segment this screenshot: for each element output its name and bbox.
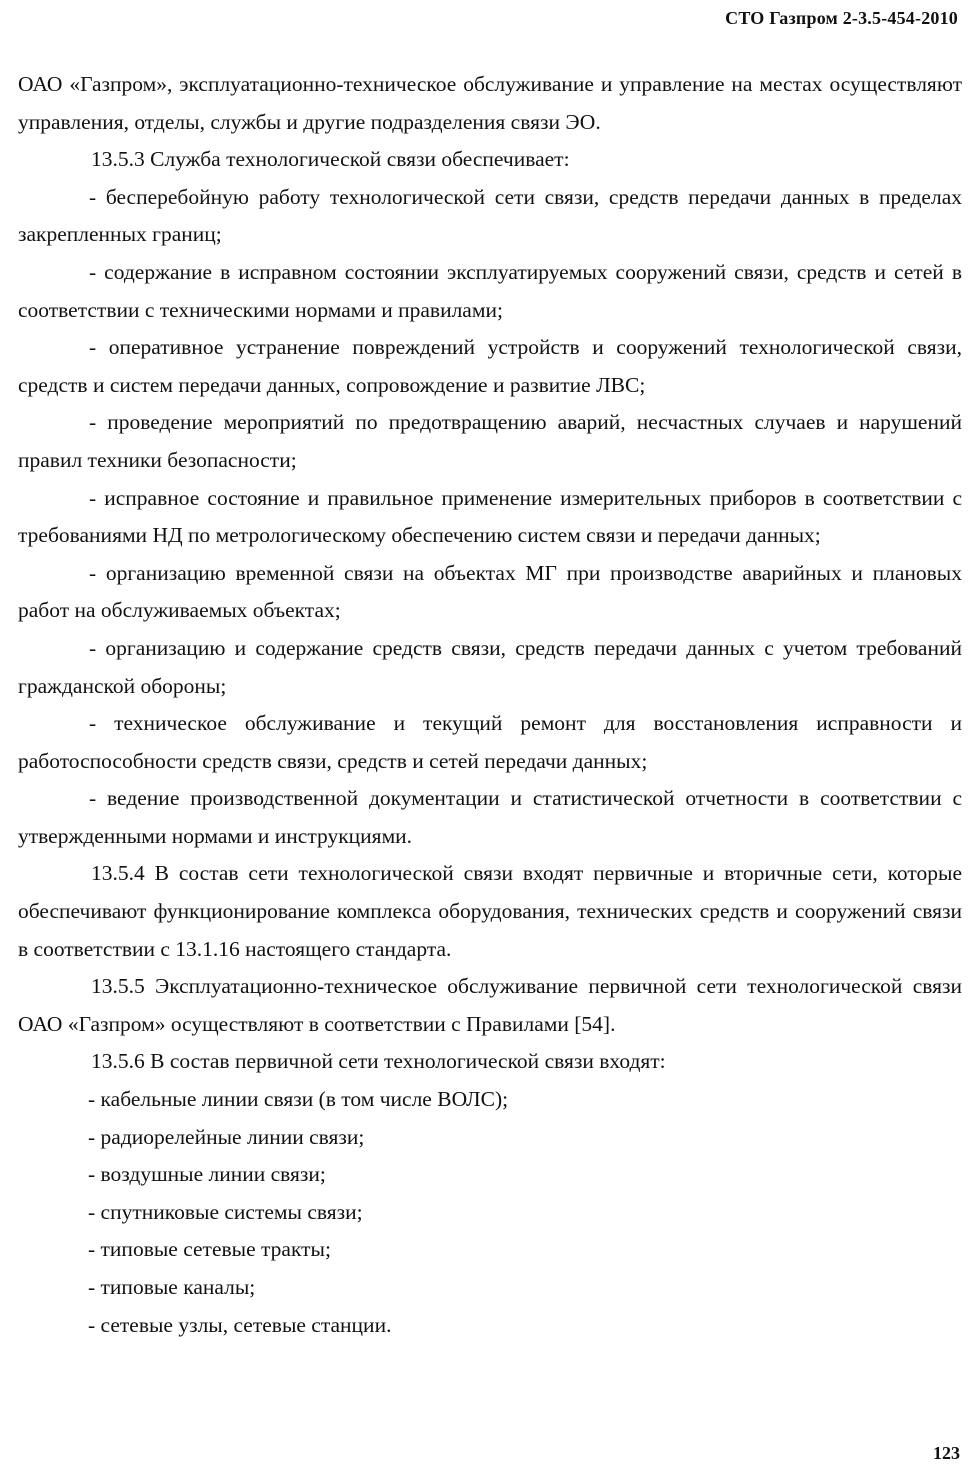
document-code-header: СТО Газпром 2-3.5-454-2010 — [725, 8, 958, 28]
network-item: - типовые каналы; — [88, 1275, 256, 1299]
network-item: - кабельные линии связи (в том числе ВОЛС); — [88, 1087, 509, 1112]
section-13-5-5-paragraph: 13.5.5 Эксплуатационно-техническое обслуживание первичной сети технологической связи ОАО «Газпром» осуществляют в соответствии с Правилами [54]. — [18, 974, 962, 1036]
section-13-5-3-heading: 13.5.3 Служба технологической связи обеспечивает: — [91, 147, 570, 172]
network-item: - воздушные линии связи; — [88, 1162, 326, 1187]
section-13-5-6-heading: 13.5.6 В состав первичной сети технологической связи входят: — [91, 1049, 666, 1074]
duty-item: - исправное состояние и правильное применение измерительных приборов в соответствии с требованиями НД по метрологическому обеспечению систем связи и передачи данных; — [18, 485, 962, 548]
duty-item: - проведение мероприятий по предотвращению аварий, несчастных случаев и нарушений правил техники безопасности; — [18, 410, 962, 472]
section-13-5-4-paragraph: 13.5.4 В состав сети технологической связи входят первичные и вторичные сети, которые обеспечивают функционирование комплекса оборудования, технических средств и сооружений связи в соответствии с 13.1.16 настоящего стандарта. — [18, 861, 962, 961]
duty-item: - техническое обслуживание и текущий ремонт для восстановления исправности и работоспособности средств связи, средств и сетей передачи данных; — [18, 711, 962, 773]
network-item: - типовые сетевые тракты; — [88, 1237, 331, 1262]
duty-item: - бесперебойную работу технологической сети связи, средств передачи данных в пределах закрепленных границ; — [18, 184, 962, 247]
duty-item: - содержание в исправном состоянии эксплуатируемых сооружений связи, средств и сетей в соответствии с техническими нормами и правилами; — [18, 259, 962, 322]
intro-paragraph: ОАО «Газпром», эксплуатационно-техническое обслуживание и управление на местах осуществляют управления, отделы, службы и другие подразделения связи ЭО. — [18, 72, 962, 134]
network-item: - сетевые узлы, сетевые станции. — [88, 1312, 392, 1337]
duty-item: - ведение производственной документации и статистической отчетности в соответствии с утвержденными нормами и инструкциями. — [18, 786, 962, 848]
network-item: - спутниковые системы связи; — [88, 1199, 363, 1224]
page-number: 123 — [933, 1443, 960, 1463]
duty-item: - организацию и содержание средств связи, средств передачи данных с учетом требований гражданской обороны; — [18, 635, 962, 698]
document-body — [18, 66, 962, 1344]
duty-item: - оперативное устранение повреждений устройств и сооружений технологической связи, средств и систем передачи данных, сопровождение и развитие ЛВС; — [18, 335, 962, 397]
network-item: - радиорелейные линии связи; — [88, 1124, 365, 1149]
duty-item: - организацию временной связи на объектах МГ при производстве аварийных и плановых работ на обслуживаемых объектах; — [18, 560, 962, 623]
